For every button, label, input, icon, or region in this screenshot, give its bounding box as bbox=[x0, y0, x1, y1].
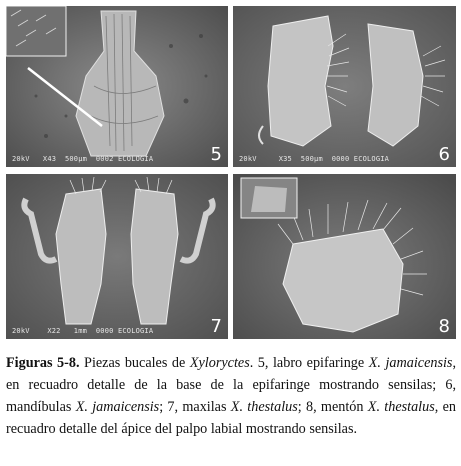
caption-species: X. thestalus bbox=[367, 399, 435, 415]
sem-panel-5 bbox=[6, 6, 228, 167]
caption-label: Figuras 5-8. bbox=[6, 355, 80, 371]
sem-info-bar: 20kV X35 500µm 0000 ECOLOGIA bbox=[239, 155, 390, 163]
panel-number: 7 bbox=[210, 316, 222, 337]
caption-species: X. jamaicensis bbox=[368, 355, 453, 371]
mandibles-micrograph bbox=[233, 6, 456, 167]
maxillae-micrograph bbox=[6, 174, 228, 339]
labrum-epipharynx-micrograph bbox=[6, 6, 228, 167]
panel-number: 6 bbox=[438, 144, 450, 165]
caption-text: ; 8, mentón bbox=[297, 399, 368, 415]
sem-panel-6 bbox=[233, 6, 456, 167]
caption-genus: Xyloryctes bbox=[189, 355, 250, 371]
panel-number: 5 bbox=[210, 144, 222, 165]
caption-species: X. thestalus bbox=[230, 399, 298, 415]
caption-text: . 5, labro epifaringe bbox=[249, 355, 369, 371]
sem-info-bar: 20kV X43 500µm 0002 ECOLOGIA bbox=[12, 155, 154, 163]
caption-text: Piezas bucales de bbox=[79, 355, 190, 371]
caption-text: ; 7, maxilas bbox=[159, 399, 231, 415]
figure-caption bbox=[6, 352, 456, 440]
sem-info-bar: 20kV X22 1mm 0000 ECOLOGIA bbox=[12, 327, 154, 335]
mentum-micrograph bbox=[233, 174, 456, 339]
caption-text: , en recuadro detalle de la base de la epifaringe mostrando sensilas; 6, mandíbulas bbox=[6, 355, 457, 415]
caption-text: , en recuadro detalle del ápice del palpo labial mostrando sensilas. bbox=[6, 399, 456, 437]
caption-species: X. jamaicensis bbox=[75, 399, 160, 415]
panel-number: 8 bbox=[438, 316, 450, 337]
sem-panel-7 bbox=[6, 174, 228, 339]
sem-panel-8 bbox=[233, 174, 456, 339]
